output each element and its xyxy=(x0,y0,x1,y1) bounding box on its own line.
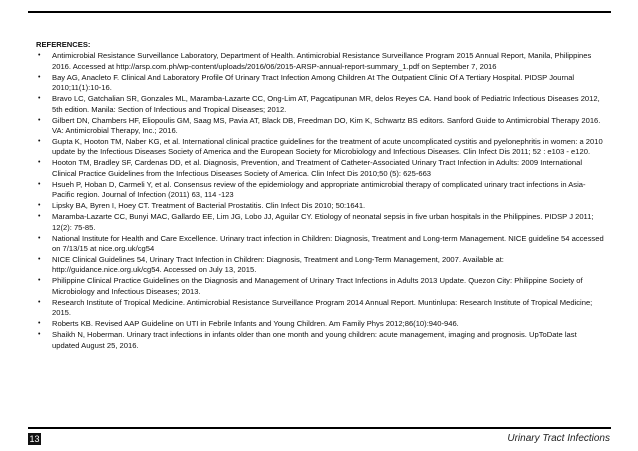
bullet-icon: • xyxy=(38,180,41,188)
reference-text: Hsueh P, Hoban D, Carmeli Y, et al. Consensus review of the epidemiology and appropriate antimicrobial therapy of complicated urinary tract infections in Asia-Pacific region. Journal of Infection (2011) 63, 114 -123 xyxy=(52,179,586,200)
reference-item xyxy=(36,330,606,351)
reference-text: Roberts KB. Revised AAP Guideline on UTI in Febrile Infants and Young Children. Am Family Phys 2012;86(10):940-946. xyxy=(52,319,459,329)
references-heading: REFERENCES: xyxy=(36,40,91,49)
reference-item xyxy=(36,94,606,115)
reference-text: Philippine Clinical Practice Guidelines on the Diagnosis and Management of Urinary Tract Infections in Adults 2013 Update. Quezon City: Philippine Society of Microbiology and Infectious Diseases; 2013. xyxy=(52,276,583,296)
references-list xyxy=(36,51,606,351)
footer-title: Urinary Tract Infections xyxy=(507,433,610,444)
bullet-icon: • xyxy=(38,159,41,167)
reference-item xyxy=(36,255,606,276)
bullet-icon: • xyxy=(38,277,41,285)
reference-item xyxy=(36,298,606,319)
reference-text: Bay AG, Anacleto F. Clinical And Laboratory Profile Of Urinary Tract Infection Among Children At The Outpatient Clinic Of A Tertiary Hospital. PIDSP Journal 2010;11(1):10-16. xyxy=(52,72,575,93)
reference-text: Lipsky BA, Byren I, Hoey CT. Treatment of Bacterial Prostatitis. Clin Infect Dis 2010; 50:1641. xyxy=(52,201,366,211)
reference-text: Gilbert DN, Chambers HF, Eliopoulis GM, Saag MS, Pavia AT, Black DB, Freedman DO, Kim K, Schwartz BS editors. Sanford Guide to Antimicrobial Therapy 2016. VA: Antimicrobial Therapy, Inc.; 2016. xyxy=(52,115,601,136)
references-section xyxy=(36,40,606,352)
bullet-icon: • xyxy=(38,234,41,242)
reference-item xyxy=(36,180,606,201)
bullet-icon: • xyxy=(38,52,41,60)
reference-text: NICE Clinical Guidelines 54, Urinary Tract Infection in Children: Diagnosis, Treatment and Long-Term Management, 2007. Available at: http://guidance.nice.org.uk/cg54. Accessed on July 13, 2015. xyxy=(52,255,504,275)
bullet-icon: • xyxy=(38,95,41,103)
reference-item xyxy=(36,212,606,233)
reference-item xyxy=(36,158,606,179)
bullet-icon: • xyxy=(38,73,41,81)
reference-item xyxy=(36,51,606,72)
reference-item xyxy=(36,73,606,94)
reference-text: Hooton TM, Bradley SF, Cardenas DD, et al. Diagnosis, Prevention, and Treatment of Catheter-Associated Urinary Tract Infection in Adults: 2009 International Clinical Practice Guidelines from the Infectious Diseases Society of America. Clin Infect Dis 2010;50 (5): 625-663 xyxy=(52,158,583,178)
reference-item xyxy=(36,319,606,329)
reference-text: National Institute for Health and Care Excellence. Urinary tract infection in Children: Diagnosis, Treatment and Long-term Management. NICE guideline 54 accessed on 7/13/15 at nice.org.uk/cg54 xyxy=(52,233,604,254)
reference-text: Bravo LC, Gatchalian SR, Gonzales ML, Maramba-Lazarte CC, Ong-Lim AT, Pagcatipunan MR, delos Reyes CA. Hand book of Pediatric Infectious Diseases 2012, 5th edition. Manila: Section of Infectious and Tropical Diseases; 2012. xyxy=(52,94,600,114)
bullet-icon: • xyxy=(38,320,41,328)
page-number: 13 xyxy=(29,434,40,444)
bullet-icon: • xyxy=(38,213,41,221)
reference-item xyxy=(36,201,606,211)
bullet-icon: • xyxy=(38,116,41,124)
bullet-icon: • xyxy=(38,256,41,264)
reference-text: Maramba-Lazarte CC, Bunyi MAC, Gallardo EE, Lim JG, Lobo JJ, Aguilar CY. Etiology of neonatal sepsis in five urban hospitals in the Philippines. PIDSP J 2011; 12(2): 75-85. xyxy=(52,212,594,232)
bullet-icon: • xyxy=(38,298,41,306)
bullet-icon: • xyxy=(38,202,41,210)
reference-text: Gupta K, Hooton TM, Naber KG, et al. International clinical practice guidelines for the treatment of acute uncomplicated cystitis and pyelonephritis in women: a 2010 update by the Infectious Diseases Society of America and the European Society for Microbiology and Infectious Diseases. Clin Infect Dis 2011; 52 : e103 - e120. xyxy=(52,137,603,157)
reference-text: Research Institute of Tropical Medicine. Antimicrobial Resistance Surveillance Program 2014 Annual Report. Muntinlupa: Research Institute of Tropical Medicine; 2015. xyxy=(52,297,593,318)
reference-text: Shaikh N, Hoberman. Urinary tract infections in infants older than one month and young children: acute management, imaging and prognosis. UpToDate last updated August 25, 2016. xyxy=(52,330,577,350)
reference-text: Antimicrobial Resistance Surveillance Laboratory, Department of Health. Antimicrobial Resistance Surveillance Program 2015 Annual Report, Manila, Philippines 2016. Accessed at http://arsp.com.ph/wp-content/uploads/2016/06/2015-ARSP-annual-report-summary_1.pdf on September 7, 2016 xyxy=(52,51,592,71)
reference-item xyxy=(36,137,606,158)
bullet-icon: • xyxy=(38,331,41,339)
reference-item xyxy=(36,276,606,297)
reference-item xyxy=(36,116,606,137)
reference-item xyxy=(36,234,606,255)
bullet-icon: • xyxy=(38,138,41,146)
